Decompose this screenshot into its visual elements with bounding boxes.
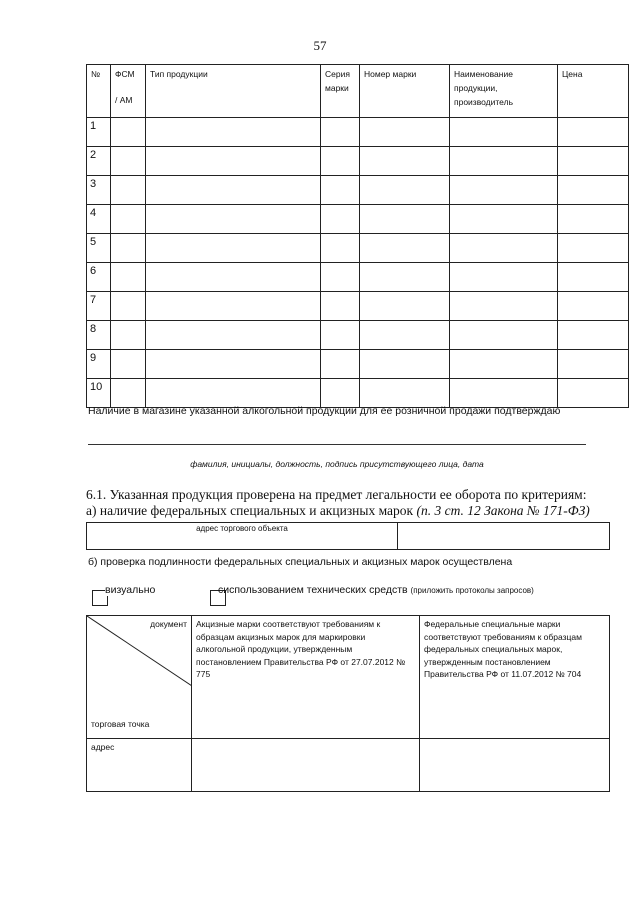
fsm-cell[interactable]: [111, 147, 146, 176]
mark-number-cell[interactable]: [360, 147, 450, 176]
diagonal-divider: [87, 616, 192, 734]
series-cell[interactable]: [321, 263, 360, 292]
verification-table: [86, 615, 610, 792]
technical-check-label: [218, 584, 534, 596]
series-cell[interactable]: [321, 176, 360, 205]
technical-check-prefix: с: [218, 584, 224, 596]
trade-object-address-cell[interactable]: [87, 523, 398, 550]
trade-point-header-label: торговая точка: [91, 718, 150, 729]
product-name-cell[interactable]: [450, 321, 558, 350]
document-header-label: документ: [150, 619, 187, 629]
product-type-cell[interactable]: [146, 321, 321, 350]
product-name-cell[interactable]: [450, 350, 558, 379]
technical-check-note: (приложить протоколы запросов): [410, 586, 534, 595]
product-type-cell[interactable]: [146, 147, 321, 176]
price-cell[interactable]: [558, 321, 629, 350]
table-row: [87, 147, 629, 176]
header-fsm: ФСМ / АМ: [111, 65, 146, 118]
address-table: [86, 522, 610, 550]
series-cell[interactable]: [321, 118, 360, 147]
product-name-cell[interactable]: [450, 118, 558, 147]
table-row: [87, 292, 629, 321]
product-name-cell[interactable]: [450, 205, 558, 234]
product-type-cell[interactable]: [146, 263, 321, 292]
federal-result-cell[interactable]: [420, 739, 610, 792]
page-number: 57: [313, 38, 327, 53]
excise-marks-header: Акцизные марки соответствуют требованиям к образцам акцизных марок для маркировки алкогольной продукции, утвержденным постановлением Правительства РФ от 27.07.2012 № 775: [192, 616, 420, 739]
price-cell[interactable]: [558, 118, 629, 147]
product-name-cell[interactable]: [450, 147, 558, 176]
mark-number-cell[interactable]: [360, 205, 450, 234]
product-type-cell[interactable]: [146, 205, 321, 234]
product-name-cell[interactable]: [450, 379, 558, 408]
table-row: [87, 234, 629, 263]
row-number: 2: [87, 147, 111, 176]
fsm-cell[interactable]: [111, 176, 146, 205]
product-type-cell[interactable]: [146, 118, 321, 147]
federal-marks-header: Федеральные специальные марки соответствуют требованиям к образцам федеральных специальных марок, утвержденным постановлением Правительства РФ от 11.07.2012 № 704: [420, 616, 610, 739]
series-cell[interactable]: [321, 234, 360, 263]
fsm-cell[interactable]: [111, 118, 146, 147]
series-cell[interactable]: [321, 292, 360, 321]
mark-number-cell[interactable]: [360, 350, 450, 379]
diagonal-header-cell: [87, 616, 192, 739]
technical-check-text: использованием технических средств: [223, 584, 408, 596]
row-number: 3: [87, 176, 111, 205]
price-cell[interactable]: [558, 379, 629, 408]
product-type-cell[interactable]: [146, 379, 321, 408]
fsm-cell[interactable]: [111, 205, 146, 234]
product-name-cell[interactable]: [450, 292, 558, 321]
series-cell[interactable]: [321, 205, 360, 234]
section-heading: 6.1. Указанная продукция проверена на предмет легальности ее оборота по критериям:: [86, 487, 587, 502]
mark-number-cell[interactable]: [360, 118, 450, 147]
header-product-type: Тип продукции: [146, 65, 321, 118]
criterion-b: б) проверка подлинности федеральных специальных и акцизных марок осуществлена: [88, 556, 513, 568]
row-number: 1: [87, 118, 111, 147]
series-cell[interactable]: [321, 350, 360, 379]
table-row: [87, 263, 629, 292]
product-type-cell[interactable]: [146, 292, 321, 321]
product-name-cell[interactable]: [450, 263, 558, 292]
header-num: №: [87, 65, 111, 118]
series-cell[interactable]: [321, 321, 360, 350]
criterion-a-text: а) наличие федеральных специальных и акцизных марок: [86, 503, 414, 518]
fsm-cell[interactable]: [111, 321, 146, 350]
header-mark-number: Номер марки: [360, 65, 450, 118]
excise-result-cell[interactable]: [192, 739, 420, 792]
table-row: [87, 205, 629, 234]
table-row: [87, 176, 629, 205]
table-row: [87, 379, 629, 408]
price-cell[interactable]: [558, 263, 629, 292]
price-cell[interactable]: [558, 292, 629, 321]
mark-number-cell[interactable]: [360, 176, 450, 205]
mark-number-cell[interactable]: [360, 234, 450, 263]
signature-caption: фамилия, инициалы, должность, подпись присутствующего лица, дата: [190, 459, 484, 469]
header-price: Цена: [558, 65, 629, 118]
series-cell[interactable]: [321, 379, 360, 408]
criterion-a: [86, 503, 590, 519]
product-table: [86, 64, 629, 408]
row-number: 10: [87, 379, 111, 408]
trade-object-address-value[interactable]: [398, 523, 610, 550]
table-row: [87, 350, 629, 379]
price-cell[interactable]: [558, 176, 629, 205]
mark-number-cell[interactable]: [360, 263, 450, 292]
price-cell[interactable]: [558, 205, 629, 234]
product-name-cell[interactable]: [450, 176, 558, 205]
fsm-cell[interactable]: [111, 263, 146, 292]
row-number: 9: [87, 350, 111, 379]
verification-table-header: [87, 616, 610, 739]
price-cell[interactable]: [558, 234, 629, 263]
product-type-cell[interactable]: [146, 176, 321, 205]
row-number: 4: [87, 205, 111, 234]
row-number: 6: [87, 263, 111, 292]
row-number: 7: [87, 292, 111, 321]
fsm-cell[interactable]: [111, 292, 146, 321]
table-row: [87, 739, 610, 792]
signature-line[interactable]: [88, 444, 586, 445]
mark-number-cell[interactable]: [360, 321, 450, 350]
product-type-cell[interactable]: [146, 234, 321, 263]
product-table-header: [87, 65, 629, 118]
fsm-cell[interactable]: [111, 350, 146, 379]
mark-number-cell[interactable]: [360, 379, 450, 408]
trade-object-address-label: адрес торгового объекта: [196, 524, 288, 533]
product-name-cell[interactable]: [450, 234, 558, 263]
visual-check-label: визуально: [105, 584, 156, 596]
price-cell[interactable]: [558, 350, 629, 379]
fsm-cell[interactable]: [111, 234, 146, 263]
confirmation-text: Наличие в магазине указанной алкогольной продукции для ее розничной продажи подтверждаю: [88, 405, 561, 417]
address-cell[interactable]: [87, 739, 192, 792]
criterion-a-reference: (п. 3 ст. 12 Закона № 171-ФЗ): [416, 503, 590, 518]
row-number: 8: [87, 321, 111, 350]
address-label: адрес: [91, 742, 115, 752]
fsm-cell[interactable]: [111, 379, 146, 408]
table-row: [87, 118, 629, 147]
row-number: 5: [87, 234, 111, 263]
product-type-cell[interactable]: [146, 350, 321, 379]
header-series: Серия марки: [321, 65, 360, 118]
mark-number-cell[interactable]: [360, 292, 450, 321]
series-cell[interactable]: [321, 147, 360, 176]
header-product-name: Наименование продукции, производитель: [450, 65, 558, 118]
price-cell[interactable]: [558, 147, 629, 176]
table-row: [87, 321, 629, 350]
